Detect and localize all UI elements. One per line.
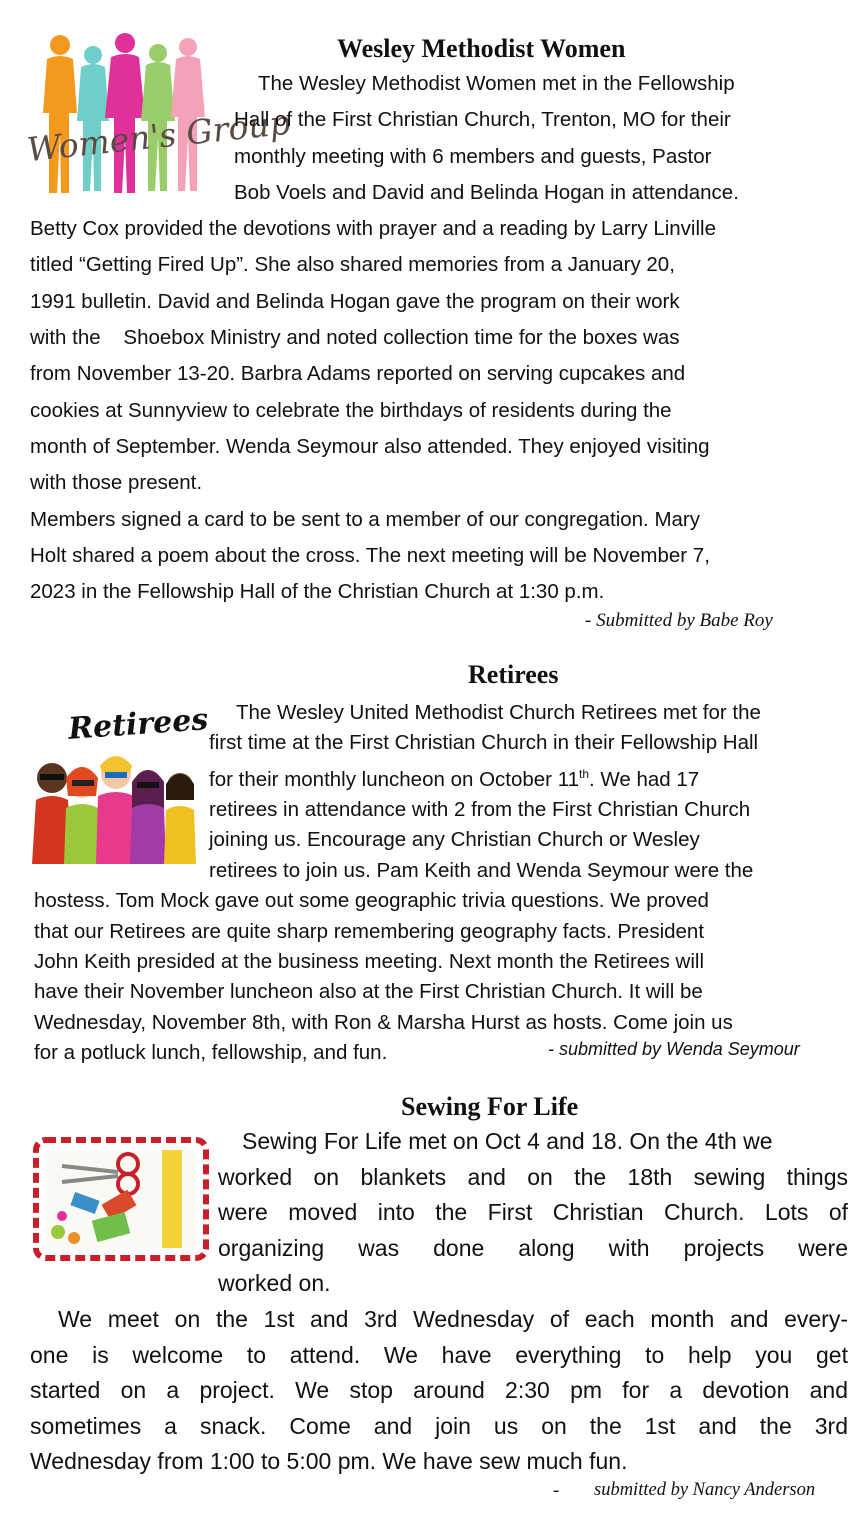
- wmw-line: month of September. Wenda Seymour also attended. They enjoyed visiting: [30, 434, 710, 458]
- wmw-line: titled “Getting Fired Up”. She also shared memories from a January 20,: [30, 253, 675, 277]
- sewing-body: [30, 1124, 848, 1480]
- retirees-line: retirees in attendance with 2 from the First Christian Church: [209, 798, 751, 822]
- retirees-line: first time at the First Christian Church in their Fellowship Hall: [209, 731, 759, 755]
- sewing-signature-dash: -: [553, 1480, 560, 1501]
- retirees-line-3: [34, 759, 761, 795]
- sewing-line: were moved into the First Christian Church. Lots of: [218, 1199, 848, 1226]
- wmw-body: [30, 66, 739, 610]
- wmw-line: 1991 bulletin. David and Belinda Hogan gave the program on their work: [30, 289, 680, 313]
- wmw-line: 2023 in the Fellowship Hall of the Christian Church at 1:30 p.m.: [30, 580, 605, 604]
- sewing-line: worked on blankets and on the 18th sewing things: [218, 1163, 848, 1190]
- sewing-line: started on a project. We stop around 2:30 pm for a devotion and: [30, 1377, 848, 1404]
- retirees-body: [34, 698, 761, 1069]
- wmw-signature: - Submitted by Babe Roy: [585, 610, 773, 631]
- sewing-line: sometimes a snack. Come and join us on the 1st and the 3rd: [30, 1412, 848, 1439]
- retirees-line: that our Retirees are quite sharp remembering geography facts. President: [34, 919, 705, 943]
- sewing-line: Wednesday from 1:00 to 5:00 pm. We have sew much fun.: [30, 1448, 628, 1475]
- wmw-line: with the Shoebox Ministry and noted collection time for the boxes was: [30, 326, 680, 350]
- retirees-line: Wednesday, November 8th, with Ron & Marsha Hurst as hosts. Come join us: [34, 1010, 733, 1034]
- wmw-line: with those present.: [30, 471, 203, 495]
- retirees-signature: - submitted by Wenda Seymour: [548, 1039, 800, 1059]
- sewing-signature: submitted by Nancy Anderson: [594, 1480, 816, 1500]
- wmw-line: from November 13-20. Barbra Adams reported on serving cupcakes and: [30, 362, 686, 386]
- wmw-line: The Wesley Methodist Women met in the Fellowship: [258, 72, 735, 95]
- retirees-line: John Keith presided at the business meeting. Next month the Retirees will: [34, 950, 705, 974]
- retirees-line: joining us. Encourage any Christian Church or Wesley: [209, 828, 700, 852]
- retirees-title: Retirees: [468, 660, 559, 689]
- womens-group-logo-text: Women's Group: [25, 102, 293, 170]
- wmw-line: Bob Voels and David and Belinda Hogan in attendance.: [234, 180, 739, 204]
- wmw-line: Members signed a card to be sent to a member of our congregation. Mary: [30, 507, 701, 531]
- retirees-line: The Wesley United Methodist Church Retirees met for the: [236, 701, 761, 724]
- wmw-line: Holt shared a poem about the cross. The next meeting will be November 7,: [30, 543, 710, 567]
- wmw-line: monthly meeting with 6 members and guests, Pastor: [234, 144, 712, 168]
- retirees-logo-text: Retirees: [67, 702, 210, 747]
- retirees-line-3-text: for their monthly luncheon on October 11: [209, 767, 579, 791]
- retirees-line: for a potluck lunch, fellowship, and fun.: [34, 1041, 388, 1065]
- wmw-line: Betty Cox provided the devotions with prayer and a reading by Larry Linville: [30, 217, 716, 241]
- sewing-line: organizing was done along with projects were: [218, 1234, 848, 1261]
- wmw-line: cookies at Sunnyview to celebrate the birthdays of residents during the: [30, 398, 672, 422]
- sewing-title: Sewing For Life: [401, 1092, 579, 1121]
- retirees-line: hostess. Tom Mock gave out some geographic trivia questions. We proved: [34, 889, 709, 913]
- retirees-line-3-tail: . We had 17: [589, 767, 700, 791]
- sewing-line: We meet on the 1st and 3rd Wednesday of each month and every-: [58, 1305, 848, 1332]
- wmw-title: Wesley Methodist Women: [337, 34, 626, 63]
- sewing-line: worked on.: [218, 1270, 331, 1297]
- retirees-line: have their November luncheon also at the First Christian Church. It will be: [34, 980, 703, 1004]
- wmw-line: Hall of the First Christian Church, Trenton, MO for their: [234, 108, 731, 132]
- sewing-line: Sewing For Life met on Oct 4 and 18. On the 4th we: [242, 1128, 773, 1154]
- retirees-superscript: th: [578, 766, 589, 781]
- sewing-line: one is welcome to attend. We have everything to help you get: [30, 1341, 848, 1368]
- retirees-line: retirees to join us. Pam Keith and Wenda Seymour were the: [209, 858, 754, 882]
